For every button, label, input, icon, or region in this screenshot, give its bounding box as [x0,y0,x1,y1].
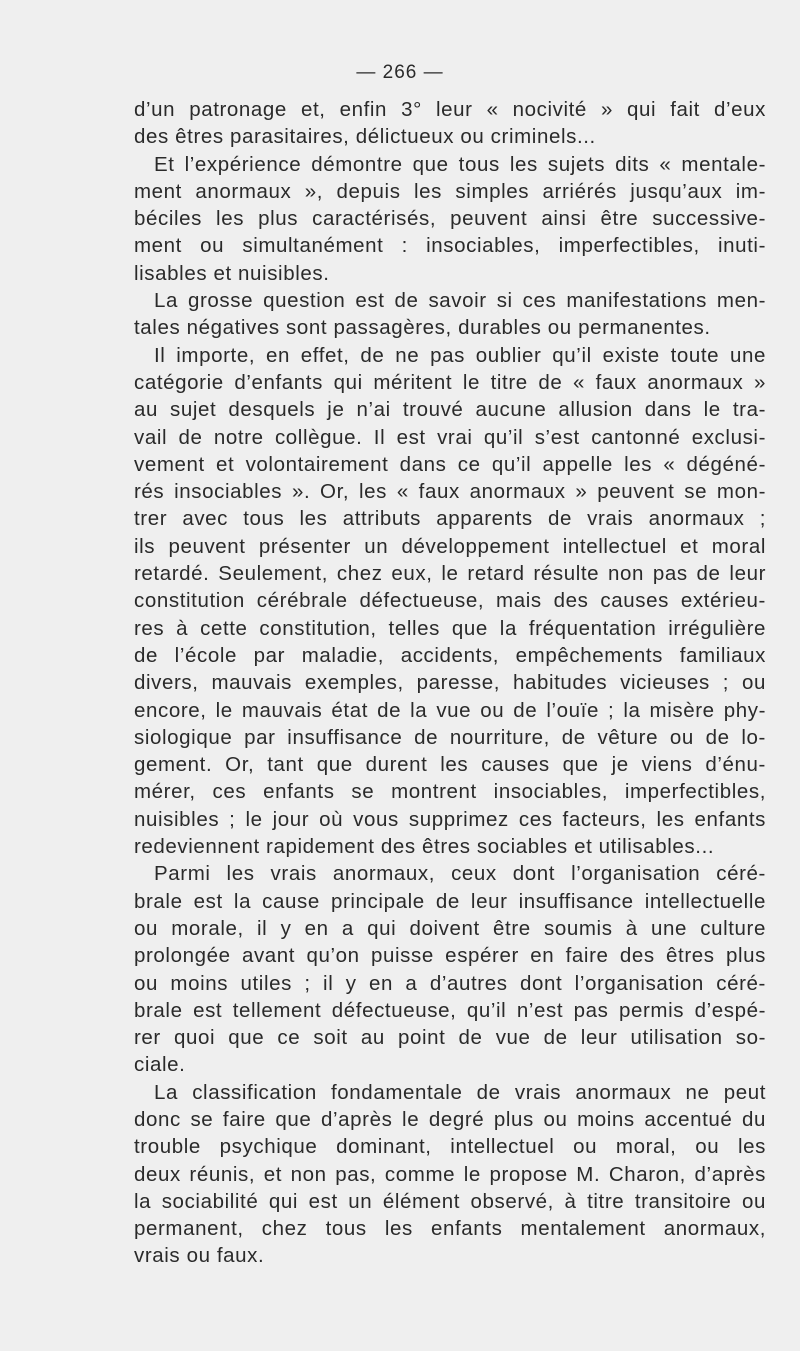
text-line: retardé. Seulement, chez eux, le retard résulte non pas de leur [134,562,766,586]
body-text [134,96,766,1270]
text-line: vrais ou faux. [134,1244,265,1268]
text-line: tales négatives sont passagères, durables ou permanentes. [134,316,711,340]
text-line: ou morale, il y en a qui doivent être soumis à une culture [134,916,766,940]
text-line: trouble psychique dominant, intellectuel ou moral, ou les [134,1135,766,1159]
paragraph [134,860,766,1078]
text-line: siologique par insuffisance de nourriture, de vêture ou de lo- [134,725,766,749]
text-line: La grosse question est de savoir si ces manifestations men- [154,289,766,313]
text-line: ment anormaux », depuis les simples arriérés jusqu’aux im- [134,179,766,203]
text-line: prolongée avant qu’on puisse espérer en faire des êtres plus [134,944,766,968]
text-line: lisables et nuisibles. [134,261,330,285]
text-line: deux réunis, et non pas, comme le propose M. Charon, d’après [134,1162,766,1186]
text-line: ils peuvent présenter un développement intellectuel et moral [134,534,766,558]
text-line: brale est la cause principale de leur insuffisance intellectuelle [134,889,766,913]
text-line: La classification fondamentale de vrais anormaux ne peut [154,1080,766,1104]
paragraph [134,287,766,342]
text-line: encore, le mauvais état de la vue ou de l’ouïe ; la misère phy- [134,698,766,722]
text-line: brale est tellement défectueuse, qu’il n’est pas permis d’espé- [134,998,766,1022]
paragraph [134,96,766,151]
text-line: de l’école par maladie, accidents, empêchements familiaux [134,643,766,667]
text-line: redeviennent rapidement des êtres sociables et utilisables... [134,835,715,859]
text-line: vement et volontairement dans ce qu’il appelle les « dégéné- [134,452,766,476]
text-line: rés insociables ». Or, les « faux anormaux » peuvent se mon- [134,480,766,504]
text-line: Il importe, en effet, de ne pas oublier qu’il existe toute une [154,343,766,367]
text-line: mérer, ces enfants se montrent insociables, imperfectibles, [134,780,766,804]
text-line: Et l’expérience démontre que tous les sujets dits « mentale- [154,152,766,176]
page-number: — 266 — [356,62,444,83]
text-line: rer quoi que ce soit au point de vue de leur utilisation so- [134,1026,766,1050]
text-line: constitution cérébrale défectueuse, mais des causes extérieu- [134,589,766,613]
text-line: res à cette constitution, telles que la fréquentation irrégulière [134,616,766,640]
paragraph [134,1079,766,1270]
text-line: vail de notre collègue. Il est vrai qu’il s’est cantonné exclusi- [134,425,766,449]
text-line: au sujet desquels je n’ai trouvé aucune allusion dans le tra- [134,398,766,422]
text-line: trer avec tous les attributs apparents de vrais anormaux ; [134,507,766,531]
text-line: d’un patronage et, enfin 3° leur « nocivité » qui fait d’eux [134,98,766,121]
paragraph [134,342,766,861]
text-line: permanent, chez tous les enfants mentalement anormaux, [134,1217,766,1241]
text-line: divers, mauvais exemples, paresse, habitudes vicieuses ; ou [134,671,766,695]
text-line: ou moins utiles ; il y en a d’autres dont l’organisation céré- [134,971,766,995]
text-line: gement. Or, tant que durent les causes que je viens d’énu- [134,753,766,777]
text-line: la sociabilité qui est un élément observé, à titre transitoire ou [134,1189,766,1213]
text-line: ciale. [134,1053,186,1077]
text-line: ment ou simultanément : insociables, imperfectibles, inuti- [134,234,766,258]
text-line: donc se faire que d’après le degré plus ou moins accentué du [134,1107,766,1131]
text-line: Parmi les vrais anormaux, ceux dont l’organisation céré- [154,862,766,886]
text-line: catégorie d’enfants qui méritent le titre de « faux anormaux » [134,370,766,394]
paragraph [134,151,766,287]
text-line: des êtres parasitaires, délictueux ou criminels... [134,125,596,149]
text-line: nuisibles ; le jour où vous supprimez ces facteurs, les enfants [134,807,766,831]
text-line: béciles les plus caractérisés, peuvent ainsi être successive- [134,207,766,231]
